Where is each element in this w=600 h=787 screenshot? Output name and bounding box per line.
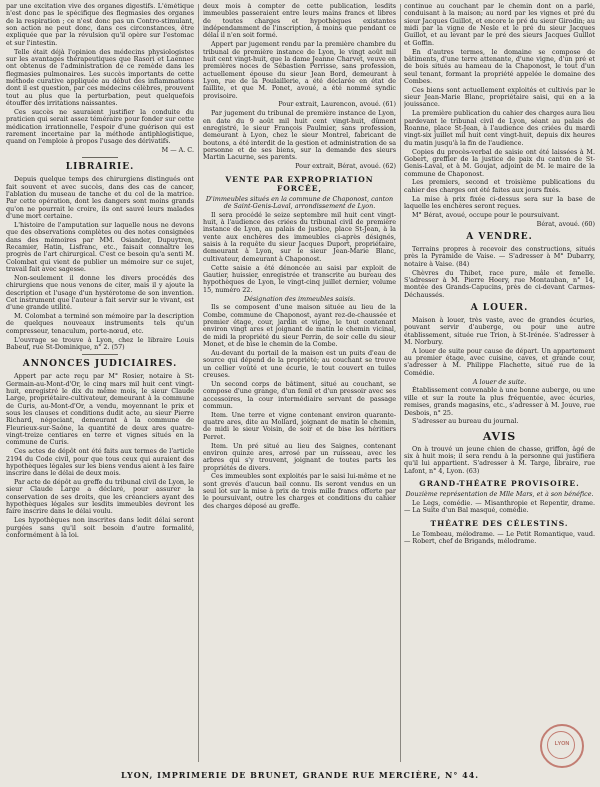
- signature: Pour extrait, Bérat, avoué. (62): [295, 162, 396, 171]
- paragraph: Ils se composent d'une maison située au lieu de la Combe, commune de Chaponost, ayant rez-de-chaussée et premier étage, cour, jardin et vigne, le tout contenant environ vingt ares et joignant de matin le chemin vicinal, de midi la propriété du sieur Perrin, de soir celle du sieur Monet, et de bise le chemin de la Combe.: [203, 303, 396, 349]
- section-heading-celestins: THÉATRE DES CÉLESTINS.: [430, 518, 569, 528]
- paragraph: En d'autres termes, le domaine se compose de bâtiments, d'une terre attenante, d'une vigne, d'un pré et de bois situés au hameau de la Chaponost, le tout d'un seul tenant, formant la propriété appelée le domaine des Combes.: [404, 47, 595, 85]
- paragraph: Telle était déjà l'opinion des médecins physiologistes sur les avantages thérapeutiques que Rasori et Laennec ont obtenus de l'administration de ce remède dans les flegmasies pulmonaires. Les succès importants de cette méthode curative appliquée au début des inflammations dont il est question, par ces médecins célèbres, prouvent tout au plus que la perturbation, peut quelquefois étouffer des irritations naissantes.: [6, 47, 194, 107]
- paragraph: L'ouvrage se trouve à Lyon, chez le libraire Louis Babeuf, rue St-Dominique, n° 2. (57): [6, 335, 194, 351]
- column-rule: [198, 4, 199, 762]
- paragraph: Terrains propres à recevoir des constructions, situés près la Pyramide de Vaise. — S'adresser à M° Dubarry, notaire à Vaise. (84): [404, 244, 595, 268]
- paragraph: La première publication du cahier des charges aura lieu pardevant le tribunal civil de Lyon, séant au palais de Roanne, place St-Jean, à l'audience des criées du mardi vingt-six juillet mil huit cent vingt-huit, depuis dix heures du matin jusqu'à la fin de l'audience.: [404, 109, 595, 147]
- paragraph: L'histoire de l'amputation sur laquelle nous ne devons que des observations complètes ou des notes consignées dans des mémoires par MM. Osiander, Dupuytren, Recamier, Hatin, Lisfranc, etc., faisait connaître les progrès de l'art chirurgical. C'est ce besoin qu'a senti M. Colombat qui vient de publier un mémoire sur ce sujet, travail fait avec sagesse.: [6, 220, 194, 273]
- paragraph: Les premiers, second et troisième publications du cahier des charges ont été faites aux jours fixés.: [404, 178, 595, 194]
- subheading: A louer de suite.: [472, 377, 527, 386]
- paragraph: Item. Un pré situé au lieu des Saignes, contenant environ quinze ares, arrosé par un ruisseau, avec les arbres qui s'y trouvent, joignant de toutes parts les propriétés de divers.: [203, 441, 396, 472]
- separator: [82, 354, 118, 355]
- section-heading-librairie: LIBRAIRIE.: [65, 162, 135, 173]
- paragraph: A louer de suite pour cause de départ. Un appartement au premier étage, avec cuisine, caves, et grande cour, s'adresser à M. Philippe Flachette, situé rue de la Comédie.: [404, 346, 595, 377]
- paragraph: Chèvres du Thibet, race pure, mâle et femelle. S'adresser à M. Pierre Hoery, rue Montauban, n° 14, montée des Grands-Capucins, près de ci-devant Carmes-Déchaussés.: [404, 268, 595, 299]
- paragraph: La mise à prix fixée ci-dessus sera sur la base de laquelle les enchères seront reçues.: [404, 194, 595, 210]
- paragraph: S'adresser au bureau du journal.: [412, 417, 519, 426]
- paragraph: Ces biens sont actuellement exploités et cultivés par le sieur Jean-Marie Blanc, propriétaire saisi, qui en a la jouissance.: [404, 85, 595, 109]
- paragraph: Ces succès ne sauraient justifier la conduite du praticien qui serait assez téméraire pour fonder sur cette médication irrationnelle, l'espoir d'une guérison qui est rarement incertaine par la méthode antiphlogistique, quand on l'emploie à propos l'usage des dérivatifs.: [6, 107, 194, 146]
- paragraph: Par acte de dépôt au greffe du tribunal civil de Lyon, le sieur Claude Large a déclaré, pour assurer la conservation de ses droits, que les créanciers ayant des hypothèques légales sur lesdits immeubles devront les faire inscrire dans le délai voulu.: [6, 478, 194, 516]
- paragraph: Appert par acte reçu par M° Rosier, notaire à St-Germain-au-Mont-d'Or, le cinq mars mil huit cent vingt-huit, enregistré le dix du même mois, le sieur Claude Large, propriétaire-cultivateur, demeurant à la commune de Curis, au-Mont-d'Or, a vendu, moyennant le prix et sous les clauses et conditions dudit acte, au sieur Pierre Richard, négociant, demeurant à la commune de Fleurieux-sur-Saône, la quantité de deux ares quatre-vingt-treize centiares en terre et vignes situés en la commune de Curis.: [6, 372, 194, 447]
- column-2: [203, 3, 396, 763]
- paragraph: Établissement convenable à une bonne auberge, ou une ville et sur la route la plus fréquentée, avec écuries, remises, grands magasins, etc., s'adresser à M. Jouve, rue Desbois, n° 25.: [404, 386, 595, 417]
- paragraph: Appert par jugement rendu par la première chambre du tribunal de première instance de Lyon, le vingt août mil huit cent vingt-huit, que la dame Jeanne Charvet, veuve en premières noces de Sébastien Perrisse, sans profession, actuellement épouse du sieur Jean Bord, demeurant à Lyon, rue de la Poulaillerie, a été déclarée en état de faillite, et que M. Ponet, avoué, a été nommé syndic provisoire.: [203, 40, 396, 100]
- paragraph: Depuis quelque temps des chirurgiens distingués ont fait souvent et avec succès, dans des cas de cancer, l'ablation du museau de tanche et du col de la matrice. Par cette opération, dont les dangers sont moins grands qu'on ne pourrait le croire, ils ont sauvé leurs malades d'une mort certaine.: [6, 175, 194, 221]
- signature: Bérat, avoué. (60): [536, 219, 595, 228]
- column-1: [6, 3, 194, 763]
- section-heading-vendre: A VENDRE.: [466, 231, 533, 242]
- subheading: Douzième représentation de Mlle Mars, et à son bénéfice.: [405, 490, 594, 499]
- paragraph: Cette saisie a été dénoncée au saisi par exploit de Gautier, huissier, enregistrée et transcrite au bureau des hypothèques de Lyon, le vingt-cinq juillet dernier, volume 15, numéro 22.: [203, 263, 396, 294]
- paragraph: Il sera procédé le seize septembre mil huit cent vingt-huit, à l'audience des criées du tribunal civil de première instance de Lyon, au palais de justice, place St-Jean, à la vente aux enchères des immeubles ci-après désignés, saisis à la requête du sieur Jacques Duport, propriétaire, demeurant à Lyon, sur le sieur Jean-Marie Blanc, cultivateur, demeurant à Chaponost.: [203, 210, 396, 263]
- paragraph: M. Colombat a terminé son mémoire par la description de quelques nouveaux instruments tels qu'un compresseur, tenaculum, porte-nœud, etc.: [6, 312, 194, 335]
- paragraph: Les hypothèques non inscrites dans ledit délai seront purgées sans qu'il soit besoin d'autre formalité, conformément à la loi.: [6, 516, 194, 539]
- paragraph: Par jugement du tribunal de première instance de Lyon, en date du 9 août mil huit cent vingt-huit, dûment enregistré, le sieur François Paulmier, sans profession, demeurant à Lyon, chez le sieur Montrel, fabricant de boutons, a été interdit de la gestion et administration de sa personne et de ses biens, sur la demande des sieurs Martin Lacurne, ses parents.: [203, 109, 396, 162]
- subheading: D'immeubles situés en la commune de Chaponost, canton de Saint-Genis-Laval, arrondissement de Lyon.: [205, 194, 394, 210]
- subheading: Désignation des immeubles saisis.: [243, 294, 356, 303]
- paragraph: Au-devant du portail de la maison est un puits d'eau de source qui dépend de la propriété; au couchant se trouve un cellier voûté et une écurie, le tout couvert en tuiles creuses.: [203, 348, 396, 379]
- column-3: [404, 3, 595, 763]
- paragraph: Item. Une terre et vigne contenant environ quarante-quatre ares, dite au Mollard, joignant de matin le chemin, de midi le sieur Voisin, de soir et de bise les héritiers Perret.: [203, 410, 396, 441]
- section-heading-vente: VENTE PAR EXPROPRIATION FORCÉE,: [225, 174, 374, 193]
- paragraph: Le Tombeau, mélodrame. — Le Petit Romantique, vaud. — Robert, chef de Brigands, mélodrame.: [404, 529, 595, 545]
- paragraph: Ces immeubles sont exploités par le saisi lui-même et ne sont grevés d'aucun bail connu. Ils seront vendus en un seul lot sur la mise à prix de trois mille francs offerte par le poursuivant, outre les charges et conditions du cahier des charges déposé au greffe.: [203, 472, 396, 510]
- library-stamp: [540, 724, 584, 768]
- paragraph: Maison à louer, très vaste, avec de grandes écuries, pouvant servir d'auberge, ou pour une autre établissement, située rue Trion, à St-Irénée. S'adresser à M. Norbury.: [404, 315, 595, 346]
- imprint-footer: LYON, IMPRIMERIE DE BRUNET, GRANDE RUE MERCIÈRE, N° 44.: [120, 770, 480, 780]
- section-heading-avis: AVIS: [482, 429, 517, 443]
- paragraph: Ces actes de dépôt ont été faits aux termes de l'article 2194 du Code civil, pour que tous ceux qui auraient des hypothèques légales sur les biens vendus aient à les faire inscrire dans le délai de deux mois.: [6, 447, 194, 478]
- section-heading-theatre: GRAND-THÉATRE PROVISOIRE.: [419, 479, 580, 489]
- stamp-text: LYON: [554, 741, 570, 747]
- separator: [82, 157, 118, 158]
- paragraph: Un second corps de bâtiment, situé au couchant, se compose d'une grange, d'un fenil et d'un pressoir avec ses accessoires, la cour intermédiaire servant de passage commun.: [203, 379, 396, 410]
- section-heading-annonces: ANNONCES JUDICIAIRES.: [22, 359, 178, 370]
- paragraph: Le Legs, comédie. — Misanthropie et Repentir, drame. — La Suite d'un Bal masqué, comédie.: [404, 498, 595, 515]
- column-rule: [400, 4, 401, 762]
- section-heading-louer: A LOUER.: [470, 302, 529, 313]
- paragraph: On à trouvé un jeune chien de chasse, griffon, âgé de six à huit mois; il sera rendu à la personne qui justifiera qu'il lui appartient. S'adresser à M. Targe, libraire, rue Lafont, n° 4, Lyon. (63): [404, 444, 595, 475]
- signature: M — A. C.: [161, 146, 194, 155]
- paragraph: deux mois à compter de cette publication, lesdits immeubles passeraient entre leurs mains francs et libres de toutes charges et hypothèques existantes indépendamment de l'inscription, à moins que pendant ce délai il n'en soit formé.: [203, 3, 396, 40]
- paragraph: Copies du procès-verbal de saisie ont été laissées à M. Gobert, greffier de la justice de paix du canton de St-Genis-Laval, et à M. Goujat, adjoint de M. le maire de la commune de Chaponost.: [404, 147, 595, 178]
- paragraph: continue au couchant par le chemin dont on a parlé, conduisant à la maison; au nord par les vignes et pré du sieur Jacques Guillot, et encore le pré du sieur Girodin; au midi par la vigne de Nesle et le pré du sieur Jacques Guillot, et au levant par le pré des sieurs Jacques Guillot et Goffin.: [404, 3, 595, 47]
- paragraph: Non-seulement il donne les divers procédés des chirurgiens que nous venons de citer, mais il y ajoute la description et l'usage d'un hystérotome de son invention. Cet instrument que l'auteur a fait servir sur le vivant, est d'une grande utilité.: [6, 273, 194, 312]
- paragraph: par une excitation vive des organes digestifs. L'émétique n'est donc pas le spécifique des flegmasies des organes de la respiration ; ce n'est donc pas un Contro-stimulant, son action ne peut donc, dans ces circonstances, être expliquée que par la révulsion qu'il opère sur l'estomac et sur l'intestin.: [6, 3, 194, 47]
- signature: Pour extrait, Laurencon, avoué. (61): [278, 100, 396, 109]
- paragraph: M° Bérat, avoué, occupe pour le poursuivant.: [412, 210, 560, 219]
